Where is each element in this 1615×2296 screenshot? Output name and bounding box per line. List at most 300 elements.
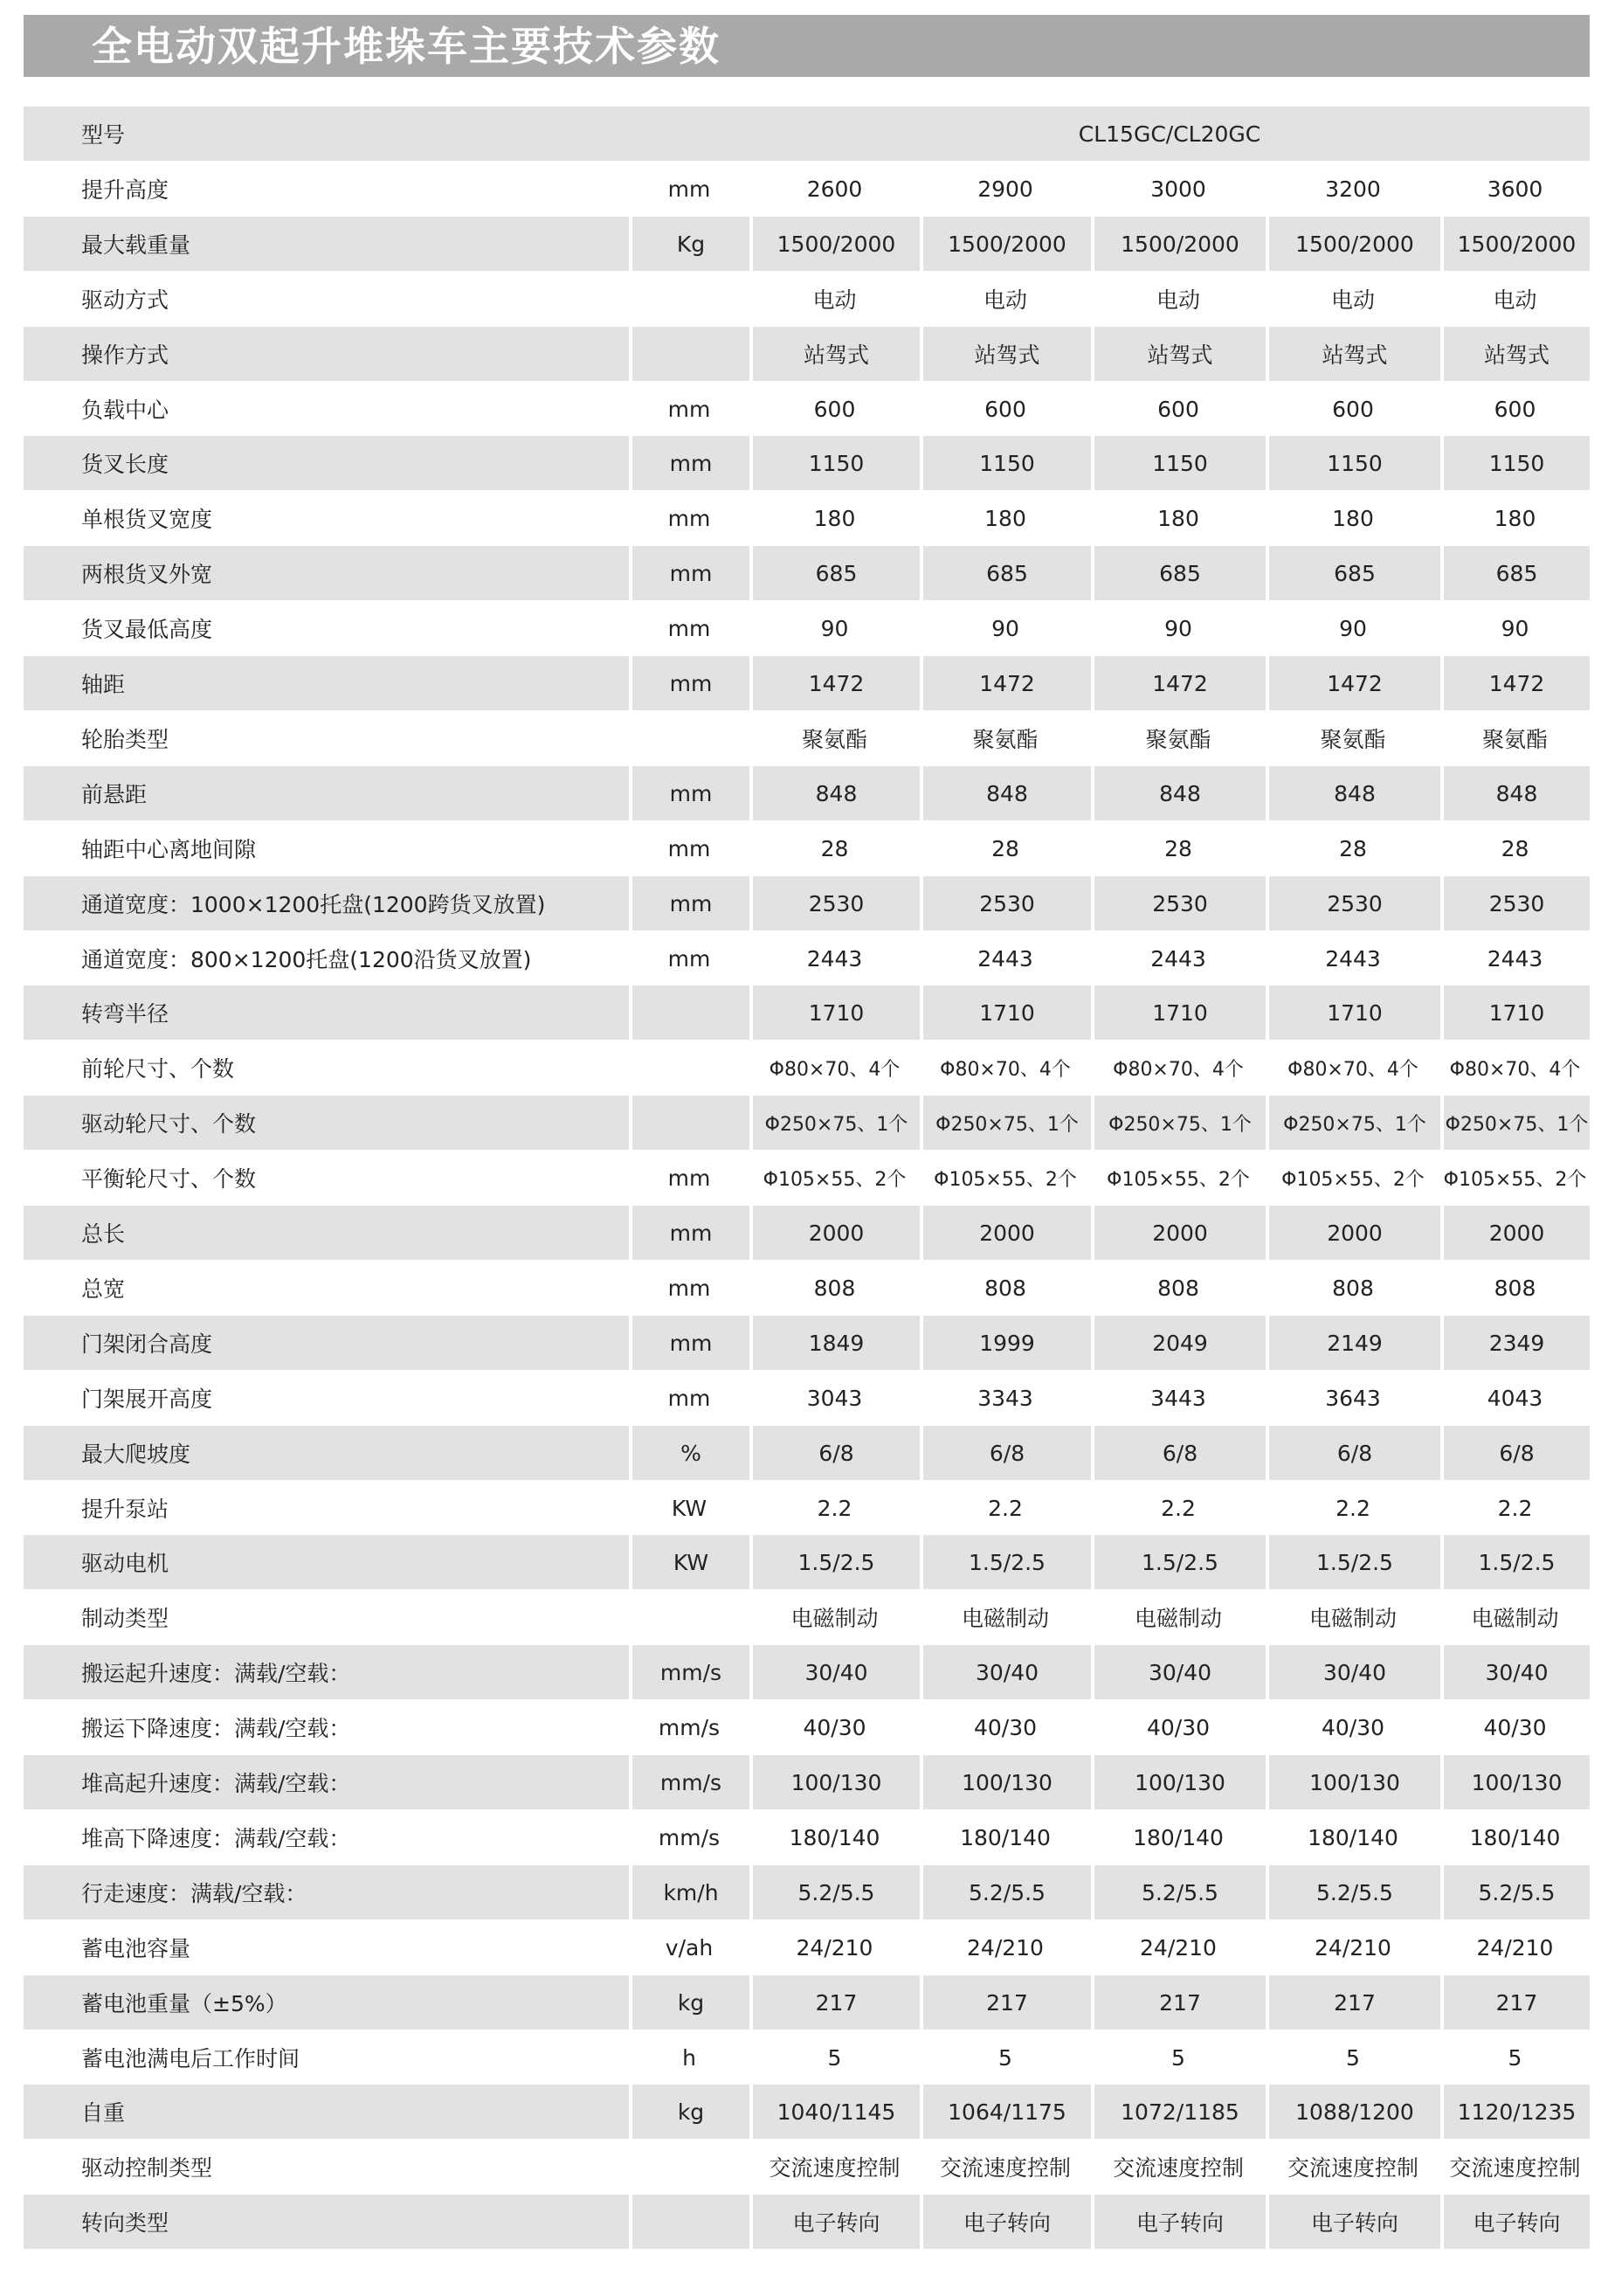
param-name: 操作方式 bbox=[81, 342, 169, 368]
value-cell: 电子转向 bbox=[1266, 2195, 1440, 2249]
value-cell: 2443 bbox=[1487, 945, 1543, 972]
value-cell: 交流速度控制 bbox=[1287, 2155, 1418, 2181]
value-cell: 电动 bbox=[812, 287, 857, 313]
value-cell: 2.2 bbox=[1497, 1495, 1533, 1521]
value-cell: 685 bbox=[1440, 546, 1590, 600]
table-row bbox=[24, 601, 1590, 655]
param-name: 通道宽度：800×1200托盘(1200沿货叉放置) bbox=[81, 947, 532, 972]
value-cell: Φ80×70、4个 bbox=[769, 1058, 901, 1081]
value-cell: 40/30 bbox=[803, 1714, 866, 1740]
value-cell: 3043 bbox=[806, 1385, 863, 1411]
value-cell: Φ250×75、1个 bbox=[1266, 1096, 1440, 1150]
value-cell: 685 bbox=[920, 546, 1091, 600]
value-cell: 100/130 bbox=[1091, 1755, 1266, 1809]
table-row bbox=[24, 1535, 1590, 1589]
value-cell: 6/8 bbox=[749, 1426, 920, 1480]
value-cell: 217 bbox=[1440, 1975, 1590, 2030]
value-cell: 1710 bbox=[920, 985, 1091, 1040]
table-row bbox=[24, 2140, 1590, 2194]
value-cell: 2530 bbox=[1266, 876, 1440, 930]
value-cell: 2443 bbox=[977, 945, 1033, 972]
value-cell: 交流速度控制 bbox=[1449, 2155, 1581, 2181]
value-cell: 2000 bbox=[749, 1206, 920, 1260]
value-cell: 3200 bbox=[1325, 176, 1381, 202]
param-unit bbox=[629, 1041, 749, 1095]
table-row bbox=[24, 2195, 1590, 2249]
param-name: 轴距中心离地间隙 bbox=[81, 837, 257, 862]
value-cell: 3643 bbox=[1325, 1385, 1381, 1411]
value-cell: Φ105×55、2个 bbox=[934, 1168, 1077, 1191]
value-cell: 90 bbox=[1501, 615, 1529, 641]
value-cell: 685 bbox=[1091, 546, 1266, 600]
param-unit: KW bbox=[671, 1495, 707, 1521]
value-cell: 站驾式 bbox=[749, 327, 920, 381]
value-cell: 1710 bbox=[749, 985, 920, 1040]
table-row bbox=[24, 1590, 1590, 1644]
param-name: 自重 bbox=[81, 2100, 126, 2126]
value-cell: 1150 bbox=[1091, 436, 1266, 490]
param-name: 转向类型 bbox=[81, 2210, 169, 2236]
param-unit: mm/s bbox=[658, 1714, 721, 1740]
value-cell: 808 bbox=[813, 1275, 856, 1301]
value-cell: 28 bbox=[1339, 835, 1367, 861]
param-name: 蓄电池满电后工作时间 bbox=[81, 2046, 300, 2071]
value-cell: 848 bbox=[1091, 766, 1266, 820]
param-name: 总宽 bbox=[81, 1276, 126, 1302]
value-cell: 217 bbox=[749, 1975, 920, 2030]
value-cell: 1.5/2.5 bbox=[1091, 1535, 1266, 1589]
value-cell: 600 bbox=[984, 396, 1026, 422]
model-label: 型号 bbox=[81, 122, 126, 148]
param-unit: mm bbox=[629, 1316, 749, 1370]
value-cell: 站驾式 bbox=[1266, 327, 1440, 381]
value-cell: 1150 bbox=[749, 436, 920, 490]
value-cell: 1849 bbox=[749, 1316, 920, 1370]
param-name: 蓄电池重量（±5%） bbox=[81, 1991, 287, 2016]
param-name: 轮胎类型 bbox=[81, 727, 169, 752]
table-row bbox=[24, 1206, 1590, 1260]
value-cell: 6/8 bbox=[1091, 1426, 1266, 1480]
value-cell: 6/8 bbox=[920, 1426, 1091, 1480]
value-cell: 聚氨酯 bbox=[972, 727, 1039, 752]
param-unit: h bbox=[682, 2044, 696, 2071]
value-cell: 电磁制动 bbox=[1308, 1606, 1397, 1631]
value-cell: 5.2/5.5 bbox=[749, 1865, 920, 1919]
param-unit bbox=[629, 2195, 749, 2249]
param-name: 转弯半径 bbox=[81, 1001, 169, 1027]
table-row bbox=[24, 327, 1590, 381]
param-name: 行走速度：满载/空载： bbox=[81, 1881, 307, 1906]
param-unit bbox=[629, 2140, 749, 2194]
value-cell: 1.5/2.5 bbox=[920, 1535, 1091, 1589]
param-unit: mm/s bbox=[658, 1824, 721, 1850]
table-row bbox=[24, 1700, 1590, 1754]
param-name: 单根货叉宽度 bbox=[81, 507, 213, 532]
param-unit: % bbox=[629, 1426, 749, 1480]
value-cell: 808 bbox=[1332, 1275, 1374, 1301]
value-cell: 5 bbox=[1346, 2044, 1360, 2071]
value-cell: 180 bbox=[813, 505, 856, 531]
title-bar bbox=[24, 15, 1590, 77]
value-cell: 217 bbox=[1266, 1975, 1440, 2030]
param-name: 堆高起升速度：满载/空载： bbox=[81, 1771, 351, 1796]
value-cell: 1500/2000 bbox=[920, 217, 1091, 271]
value-cell: 电子转向 bbox=[1091, 2195, 1266, 2249]
value-cell: 5.2/5.5 bbox=[1266, 1865, 1440, 1919]
value-cell: Φ105×55、2个 bbox=[1281, 1168, 1425, 1191]
value-cell: 30/40 bbox=[749, 1645, 920, 1699]
param-unit: mm bbox=[667, 396, 711, 422]
value-cell: 180/140 bbox=[960, 1824, 1051, 1850]
param-unit bbox=[629, 272, 749, 326]
param-name: 蓄电池容量 bbox=[81, 1936, 191, 1961]
param-unit: Kg bbox=[629, 217, 749, 271]
param-unit: kg bbox=[629, 2085, 749, 2139]
value-cell: 848 bbox=[749, 766, 920, 820]
value-cell: 40/30 bbox=[1146, 1714, 1211, 1740]
value-cell: 1472 bbox=[1091, 656, 1266, 710]
param-name: 驱动轮尺寸、个数 bbox=[81, 1111, 257, 1137]
param-name: 负载中心 bbox=[81, 398, 169, 423]
table-row bbox=[24, 272, 1590, 326]
param-unit: v/ah bbox=[665, 1934, 714, 1961]
param-unit bbox=[629, 985, 749, 1040]
value-cell: 808 bbox=[1494, 1275, 1536, 1301]
table-row bbox=[24, 1481, 1590, 1535]
value-cell: Φ80×70、4个 bbox=[1449, 1058, 1581, 1081]
value-cell: 2443 bbox=[1150, 945, 1206, 972]
table-row bbox=[24, 2030, 1590, 2085]
value-cell: 1472 bbox=[1266, 656, 1440, 710]
value-cell: 40/30 bbox=[1321, 1714, 1385, 1740]
value-cell: 1150 bbox=[1440, 436, 1590, 490]
value-cell: 2530 bbox=[920, 876, 1091, 930]
value-cell: 685 bbox=[749, 546, 920, 600]
param-name: 驱动控制类型 bbox=[81, 2155, 213, 2181]
value-cell: 600 bbox=[813, 396, 856, 422]
value-cell: 1472 bbox=[1440, 656, 1590, 710]
value-cell: 5.2/5.5 bbox=[920, 1865, 1091, 1919]
value-cell: 848 bbox=[1440, 766, 1590, 820]
param-unit bbox=[629, 1590, 749, 1644]
table-row bbox=[24, 1316, 1590, 1370]
value-cell: 5 bbox=[998, 2044, 1012, 2071]
param-name: 轴距 bbox=[81, 672, 126, 697]
value-cell: 2.2 bbox=[1161, 1495, 1196, 1521]
table-row bbox=[24, 1975, 1590, 2030]
value-cell: 2000 bbox=[1266, 1206, 1440, 1260]
value-cell: 40/30 bbox=[973, 1714, 1038, 1740]
value-cell: 2530 bbox=[749, 876, 920, 930]
param-name: 前轮尺寸、个数 bbox=[81, 1056, 235, 1082]
value-cell: 2.2 bbox=[1335, 1495, 1370, 1521]
value-cell: 848 bbox=[1266, 766, 1440, 820]
value-cell: 1500/2000 bbox=[749, 217, 920, 271]
value-cell: 2349 bbox=[1440, 1316, 1590, 1370]
param-name: 驱动电机 bbox=[81, 1551, 169, 1576]
value-cell: 28 bbox=[820, 835, 849, 861]
value-cell: 24/210 bbox=[1140, 1934, 1217, 1961]
value-cell: 30/40 bbox=[920, 1645, 1091, 1699]
value-cell: 2000 bbox=[1091, 1206, 1266, 1260]
value-cell: 1120/1235 bbox=[1440, 2085, 1590, 2139]
value-cell: Φ80×70、4个 bbox=[1113, 1058, 1244, 1081]
value-cell: 180/140 bbox=[1469, 1824, 1561, 1850]
table-row bbox=[24, 1261, 1590, 1315]
value-cell: 聚氨酯 bbox=[1320, 727, 1386, 752]
value-cell: 1999 bbox=[920, 1316, 1091, 1370]
param-name: 门架展开高度 bbox=[81, 1387, 213, 1412]
value-cell: 24/210 bbox=[1476, 1934, 1554, 1961]
value-cell: 5.2/5.5 bbox=[1091, 1865, 1266, 1919]
value-cell: 90 bbox=[991, 615, 1019, 641]
table-row bbox=[24, 1371, 1590, 1425]
param-name: 堆高下降速度：满载/空载： bbox=[81, 1826, 351, 1851]
value-cell: 5.2/5.5 bbox=[1440, 1865, 1590, 1919]
param-unit: mm bbox=[667, 1385, 711, 1411]
value-cell: 600 bbox=[1157, 396, 1199, 422]
value-cell: 站驾式 bbox=[1091, 327, 1266, 381]
param-name: 前悬距 bbox=[81, 782, 148, 807]
value-cell: 1150 bbox=[1266, 436, 1440, 490]
value-cell: Φ105×55、2个 bbox=[1107, 1168, 1250, 1191]
value-cell: 电动 bbox=[1156, 287, 1200, 313]
value-cell: Φ80×70、4个 bbox=[1287, 1058, 1418, 1081]
param-unit: mm bbox=[667, 835, 711, 861]
value-cell: 100/130 bbox=[749, 1755, 920, 1809]
table-row bbox=[24, 436, 1590, 490]
value-cell: 交流速度控制 bbox=[1112, 2155, 1244, 2181]
value-cell: 2443 bbox=[1325, 945, 1381, 972]
value-cell: 217 bbox=[920, 1975, 1091, 2030]
value-cell: Φ250×75、1个 bbox=[1440, 1096, 1590, 1150]
param-unit: mm bbox=[667, 505, 711, 531]
table-row bbox=[24, 162, 1590, 216]
param-unit: mm bbox=[629, 876, 749, 930]
value-cell: 28 bbox=[1164, 835, 1192, 861]
param-name: 货叉最低高度 bbox=[81, 617, 213, 642]
table-row bbox=[24, 217, 1590, 271]
value-cell: 电动 bbox=[1330, 287, 1375, 313]
value-cell: 2.2 bbox=[988, 1495, 1023, 1521]
value-cell: 24/210 bbox=[1315, 1934, 1391, 1961]
model-value: CL15GC/CL20GC bbox=[1078, 121, 1261, 147]
value-cell: 1072/1185 bbox=[1091, 2085, 1266, 2139]
table-row bbox=[24, 1755, 1590, 1809]
table-row bbox=[24, 711, 1590, 765]
value-cell: 180/140 bbox=[789, 1824, 880, 1850]
value-cell: Φ250×75、1个 bbox=[920, 1096, 1091, 1150]
value-cell: 2149 bbox=[1266, 1316, 1440, 1370]
value-cell: 180/140 bbox=[1133, 1824, 1224, 1850]
value-cell: 聚氨酯 bbox=[1481, 727, 1548, 752]
param-unit: mm bbox=[667, 176, 711, 202]
value-cell: 电磁制动 bbox=[961, 1606, 1049, 1631]
param-unit: mm bbox=[667, 1275, 711, 1301]
value-cell: 站驾式 bbox=[920, 327, 1091, 381]
value-cell: 2600 bbox=[806, 176, 863, 202]
value-cell: 电子转向 bbox=[749, 2195, 920, 2249]
param-unit: kg bbox=[629, 1975, 749, 2030]
value-cell: 600 bbox=[1332, 396, 1374, 422]
value-cell: 5 bbox=[1171, 2044, 1185, 2071]
table-row bbox=[24, 766, 1590, 820]
param-name: 货叉长度 bbox=[81, 452, 169, 477]
param-unit bbox=[629, 711, 749, 765]
value-cell: 6/8 bbox=[1266, 1426, 1440, 1480]
table-row bbox=[24, 821, 1590, 875]
param-unit: mm bbox=[629, 656, 749, 710]
value-cell: Φ105×55、2个 bbox=[763, 1168, 907, 1191]
param-unit bbox=[629, 1096, 749, 1150]
value-cell: 1500/2000 bbox=[1266, 217, 1440, 271]
param-unit: mm bbox=[629, 766, 749, 820]
value-cell: 2.2 bbox=[817, 1495, 852, 1521]
table-row bbox=[24, 1645, 1590, 1699]
table-row bbox=[24, 1920, 1590, 1974]
param-unit: mm bbox=[667, 615, 711, 641]
param-unit: mm bbox=[629, 436, 749, 490]
param-unit: KW bbox=[629, 1535, 749, 1589]
value-cell: 电子转向 bbox=[920, 2195, 1091, 2249]
value-cell: Φ250×75、1个 bbox=[1091, 1096, 1266, 1150]
value-cell: 2049 bbox=[1091, 1316, 1266, 1370]
value-cell: 1472 bbox=[749, 656, 920, 710]
value-cell: 1040/1145 bbox=[749, 2085, 920, 2139]
value-cell: 3000 bbox=[1150, 176, 1206, 202]
value-cell: 1710 bbox=[1440, 985, 1590, 1040]
param-name: 提升高度 bbox=[81, 177, 169, 203]
value-cell: 聚氨酯 bbox=[801, 727, 867, 752]
value-cell: 24/210 bbox=[796, 1934, 873, 1961]
value-cell: 2530 bbox=[1440, 876, 1590, 930]
value-cell: 交流速度控制 bbox=[939, 2155, 1071, 2181]
value-cell: 1500/2000 bbox=[1091, 217, 1266, 271]
value-cell: 交流速度控制 bbox=[769, 2155, 901, 2181]
table-row bbox=[24, 985, 1590, 1040]
value-cell: 1710 bbox=[1266, 985, 1440, 1040]
value-cell: 2443 bbox=[806, 945, 863, 972]
param-name: 平衡轮尺寸、个数 bbox=[81, 1166, 257, 1192]
value-cell: 808 bbox=[1157, 1275, 1199, 1301]
value-cell: 28 bbox=[1501, 835, 1529, 861]
value-cell: 电动 bbox=[983, 287, 1027, 313]
value-cell: 100/130 bbox=[920, 1755, 1091, 1809]
value-cell: 5 bbox=[827, 2044, 842, 2071]
value-cell: 1472 bbox=[920, 656, 1091, 710]
value-cell: 180 bbox=[1157, 505, 1199, 531]
param-unit: mm/s bbox=[629, 1755, 749, 1809]
model-row bbox=[24, 107, 1590, 161]
param-name: 总长 bbox=[81, 1221, 126, 1247]
value-cell: 1150 bbox=[920, 436, 1091, 490]
value-cell: 4043 bbox=[1487, 1385, 1543, 1411]
value-cell: 1.5/2.5 bbox=[1266, 1535, 1440, 1589]
param-name: 搬运下降速度：满载/空载： bbox=[81, 1716, 351, 1741]
param-unit bbox=[629, 327, 749, 381]
value-cell: 217 bbox=[1091, 1975, 1266, 2030]
table-row bbox=[24, 382, 1590, 436]
value-cell: 5 bbox=[1508, 2044, 1522, 2071]
table-row bbox=[24, 1810, 1590, 1864]
value-cell: 180 bbox=[984, 505, 1026, 531]
param-name: 制动类型 bbox=[81, 1606, 169, 1631]
page-title: 全电动双起升堆垛车主要技术参数 bbox=[92, 23, 721, 70]
param-unit: mm/s bbox=[629, 1645, 749, 1699]
value-cell: Φ250×75、1个 bbox=[749, 1096, 920, 1150]
param-unit: mm bbox=[629, 1206, 749, 1260]
table-row bbox=[24, 1151, 1590, 1205]
value-cell: 40/30 bbox=[1483, 1714, 1547, 1740]
value-cell: 808 bbox=[984, 1275, 1026, 1301]
value-cell: 90 bbox=[1339, 615, 1367, 641]
table-row bbox=[24, 546, 1590, 600]
table-row bbox=[24, 1426, 1590, 1480]
table-row bbox=[24, 931, 1590, 985]
value-cell: 30/40 bbox=[1266, 1645, 1440, 1699]
param-name: 最大载重量 bbox=[81, 232, 191, 258]
value-cell: 180/140 bbox=[1308, 1824, 1398, 1850]
param-unit: km/h bbox=[629, 1865, 749, 1919]
value-cell: 3343 bbox=[977, 1385, 1033, 1411]
value-cell: 180 bbox=[1494, 505, 1536, 531]
table-row bbox=[24, 656, 1590, 710]
value-cell: 30/40 bbox=[1091, 1645, 1266, 1699]
value-cell: 聚氨酯 bbox=[1145, 727, 1211, 752]
table-row bbox=[24, 1865, 1590, 1919]
value-cell: 30/40 bbox=[1440, 1645, 1590, 1699]
value-cell: 90 bbox=[820, 615, 849, 641]
value-cell: 600 bbox=[1494, 396, 1536, 422]
value-cell: 180 bbox=[1332, 505, 1374, 531]
value-cell: Φ80×70、4个 bbox=[940, 1058, 1071, 1081]
value-cell: 1500/2000 bbox=[1440, 217, 1590, 271]
value-cell: 685 bbox=[1266, 546, 1440, 600]
value-cell: 3443 bbox=[1150, 1385, 1206, 1411]
table-row bbox=[24, 2085, 1590, 2139]
param-name: 搬运起升速度：满载/空载： bbox=[81, 1661, 351, 1686]
value-cell: 1.5/2.5 bbox=[749, 1535, 920, 1589]
value-cell: 3600 bbox=[1487, 176, 1543, 202]
table-row bbox=[24, 1041, 1590, 1095]
value-cell: 2000 bbox=[920, 1206, 1091, 1260]
value-cell: 2000 bbox=[1440, 1206, 1590, 1260]
value-cell: 2530 bbox=[1091, 876, 1266, 930]
param-unit: mm bbox=[667, 1165, 711, 1191]
value-cell: 100/130 bbox=[1266, 1755, 1440, 1809]
param-unit: mm bbox=[667, 945, 711, 972]
param-name: 门架闭合高度 bbox=[81, 1331, 213, 1357]
value-cell: 6/8 bbox=[1440, 1426, 1590, 1480]
table-row bbox=[24, 1096, 1590, 1150]
table-row bbox=[24, 491, 1590, 545]
param-name: 提升泵站 bbox=[81, 1497, 169, 1522]
value-cell: 24/210 bbox=[967, 1934, 1044, 1961]
value-cell: Φ105×55、2个 bbox=[1443, 1168, 1587, 1191]
value-cell: 100/130 bbox=[1440, 1755, 1590, 1809]
param-name: 最大爬坡度 bbox=[81, 1442, 191, 1467]
value-cell: 电磁制动 bbox=[1471, 1606, 1559, 1631]
value-cell: 28 bbox=[991, 835, 1019, 861]
param-unit: mm bbox=[629, 546, 749, 600]
value-cell: 848 bbox=[920, 766, 1091, 820]
value-cell: 2900 bbox=[977, 176, 1033, 202]
value-cell: 电磁制动 bbox=[790, 1606, 879, 1631]
value-cell: 90 bbox=[1164, 615, 1192, 641]
value-cell: 1710 bbox=[1091, 985, 1266, 1040]
value-cell: 电子转向 bbox=[1440, 2195, 1590, 2249]
value-cell: 站驾式 bbox=[1440, 327, 1590, 381]
